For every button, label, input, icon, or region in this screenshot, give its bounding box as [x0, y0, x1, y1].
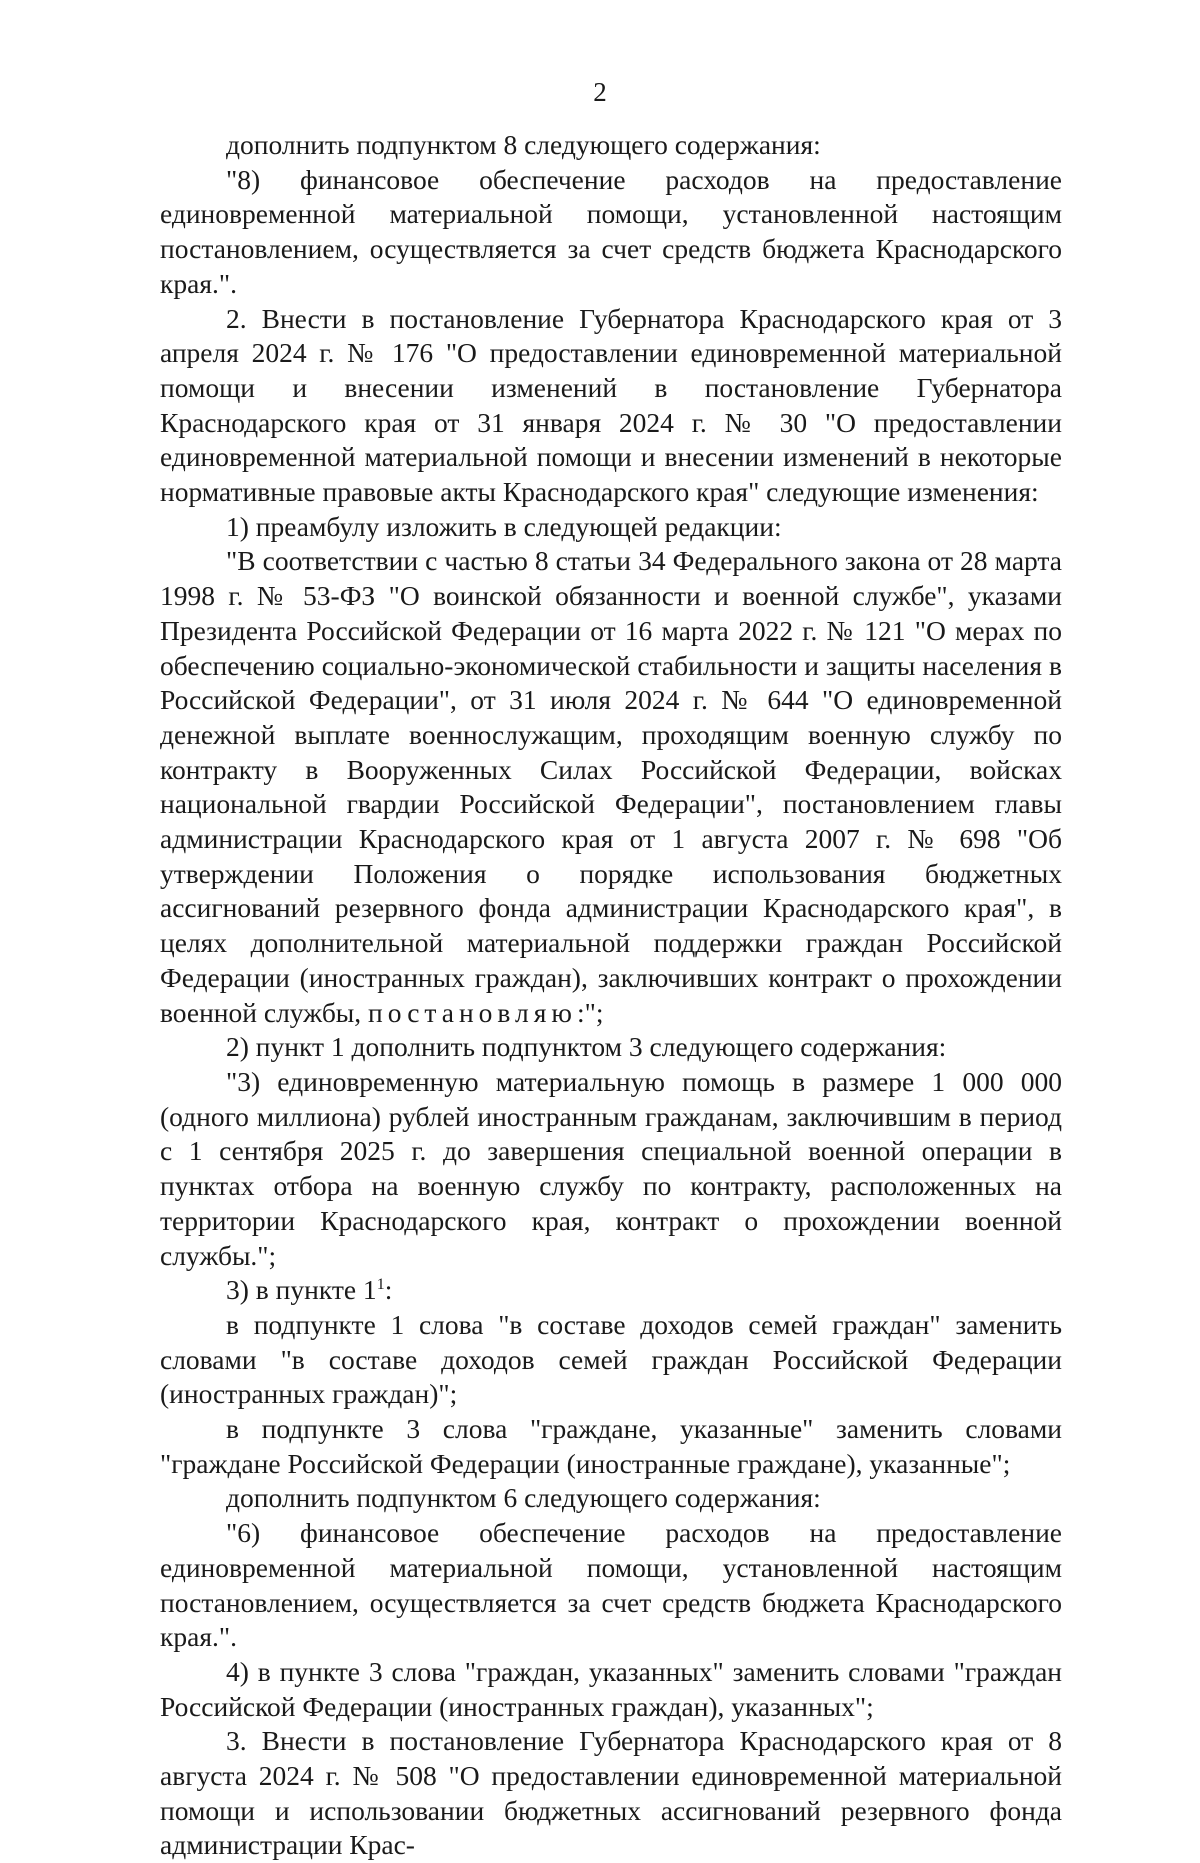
paragraph: 1) преамбулу изложить в следующей редакции: [226, 510, 782, 542]
document-body [160, 128, 1062, 1863]
clause-text: 3) в пункте 1 [226, 1274, 377, 1306]
paragraph: "3) единовременную материальную помощь в размере 1 000 000 (одного миллиона) рублей иностранным гражданам, заключившим в период с 1 сентября 2025 г. до завершения специальной военной операции в пунктах отбора на военную службу по контракту, расположенных на территории Краснодарского края, контракт о прохождении военной службы."; [160, 1065, 1062, 1271]
paragraph: в подпункте 3 слова "граждане, указанные" заменить словами "граждане Российской Федерации (иностранные граждане), указанные"; [160, 1413, 1062, 1479]
superscript: 1 [376, 1276, 385, 1294]
paragraph: "6) финансовое обеспечение расходов на предоставление единовременной материальной помощи, установленной настоящим постановлением, осуществляется за счет средств бюджета Краснодарского края.". [160, 1517, 1062, 1653]
paragraph: в подпункте 1 слова "в составе доходов семей граждан" заменить словами "в составе доходов семей граждан Российской Федерации (иностранных граждан)"; [160, 1308, 1062, 1410]
preamble-ending: :"; [576, 996, 604, 1028]
paragraph: 2) пункт 1 дополнить подпунктом 3 следующего содержания: [226, 1031, 947, 1063]
paragraph: 2. Внести в постановление Губернатора Краснодарского края от 3 апреля 2024 г. № 176 "О предоставлении единовременной материальной помощи и внесении изменений в постановление Губернатора Краснодарского края от 31 января 2024 г. № 30 "О предоставлении единовременной материальной помощи и внесении изменений в некоторые нормативные правовые акты Краснодарского края" следующие изменения: [160, 302, 1062, 508]
paragraph: 3. Внести в постановление Губернатора Краснодарского края от 8 августа 2024 г. № 508 "О предоставлении единовременной материальной помощи и использовании бюджетных ассигнований резервного фонда администрации Крас- [160, 1725, 1062, 1861]
paragraph-preamble [160, 544, 1062, 1030]
paragraph: дополнить подпунктом 6 следующего содержания: [226, 1482, 821, 1514]
paragraph-clause-1-1 [160, 1273, 1062, 1308]
preamble-text: "В соответствии с частью 8 статьи 34 Федерального закона от 28 марта 1998 г. № 53-ФЗ "О воинской обязанности и военной службе", указами Президента Российской Федерации от 16 марта 2022 г. № 121 "О мерах по обеспечению социально-экономической стабильности и защиты населения в Российской Федерации", от 31 июля 2024 г. № 644 "О единовременной денежной выплате военнослужащим, проходящим военную службу по контракту в Вооруженных Силах Российской Федерации, войсках национальной гвардии Российской Федерации", постановлением главы администрации Краснодарского края от 1 августа 2007 г. № 698 "Об утверждении Положения о порядке использования бюджетных ассигнований резервного фонда администрации Краснодарского края", в целях дополнительной материальной поддержки граждан Российской Федерации (иностранных граждан), заключивших контракт о прохождении военной службы, [160, 545, 1062, 1028]
decree-word: постановляю [368, 996, 577, 1028]
paragraph: "8) финансовое обеспечение расходов на предоставление единовременной материальной помощи, установленной настоящим постановлением, осуществляется за счет средств бюджета Краснодарского края.". [160, 163, 1062, 299]
clause-ending: : [384, 1274, 393, 1306]
paragraph: дополнить подпунктом 8 следующего содержания: [226, 129, 821, 160]
paragraph: 4) в пункте 3 слова "граждан, указанных" заменить словами "граждан Российской Федерации (иностранных граждан), указанных"; [160, 1655, 1062, 1722]
page-number: 2 [593, 77, 607, 107]
